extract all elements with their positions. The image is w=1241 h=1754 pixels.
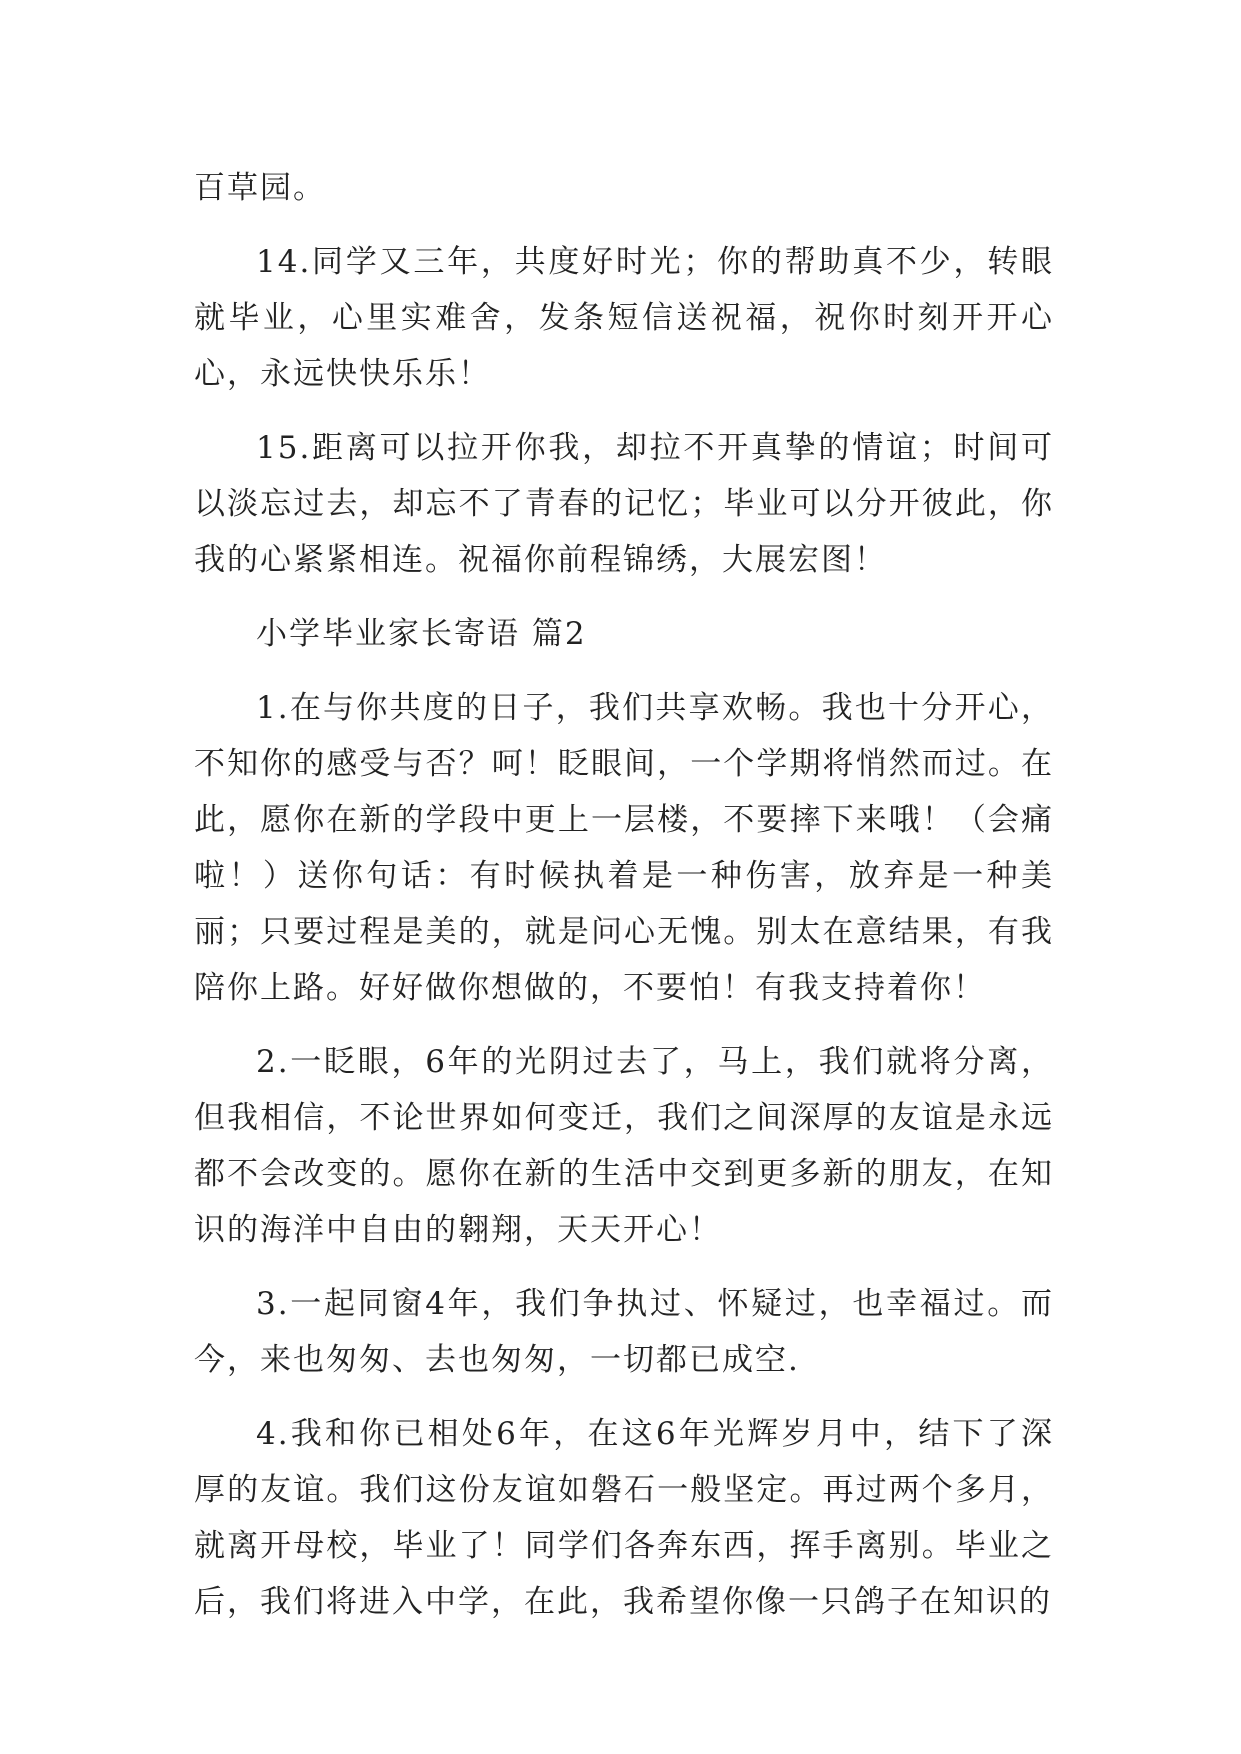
section-heading: 小学毕业家长寄语 篇2 [256,616,587,652]
list-item: 4.我和你已相处6年，在这6年光辉岁月中，结下了深厚的友谊。我们这份友谊如磐石一般坚定。再过两个多月，就离开母校，毕业了！同学们各奔东西，挥手离别。毕业之后，我们将进入中学，在此，我希望你像一只鸽子在知识的 [194,1416,1054,1620]
document-body [194,160,1054,1648]
list-item: 1.在与你共度的日子，我们共享欢畅。我也十分开心，不知你的感受与否？呵！眨眼间，一个学期将悄然而过。在此，愿你在新的学段中更上一层楼，不要摔下来哦！（会痛啦！）送你句话：有时候执着是一种伤害，放弃是一种美丽；只要过程是美的，就是问心无愧。别太在意结果，有我陪你上路。好好做你想做的，不要怕！有我支持着你！ [194,690,1054,1006]
continuation-text: 百草园。 [194,170,326,206]
list-item: 3.一起同窗4年，我们争执过、怀疑过，也幸福过。而今，来也匆匆、去也匆匆，一切都已成空. [194,1286,1054,1378]
list-item: 2.一眨眼，6年的光阴过去了，马上，我们就将分离，但我相信，不论世界如何变迁，我们之间深厚的友谊是永远都不会改变的。愿你在新的生活中交到更多新的朋友，在知识的海洋中自由的翱翔，天天开心！ [194,1044,1054,1248]
list-item: 14.同学又三年，共度好时光；你的帮助真不少，转眼就毕业，心里实难舍，发条短信送祝福，祝你时刻开开心心，永远快快乐乐！ [194,244,1054,392]
list-item: 15.距离可以拉开你我，却拉不开真挚的情谊；时间可以淡忘过去，却忘不了青春的记忆；毕业可以分开彼此，你我的心紧紧相连。祝福你前程锦绣，大展宏图！ [194,430,1054,578]
